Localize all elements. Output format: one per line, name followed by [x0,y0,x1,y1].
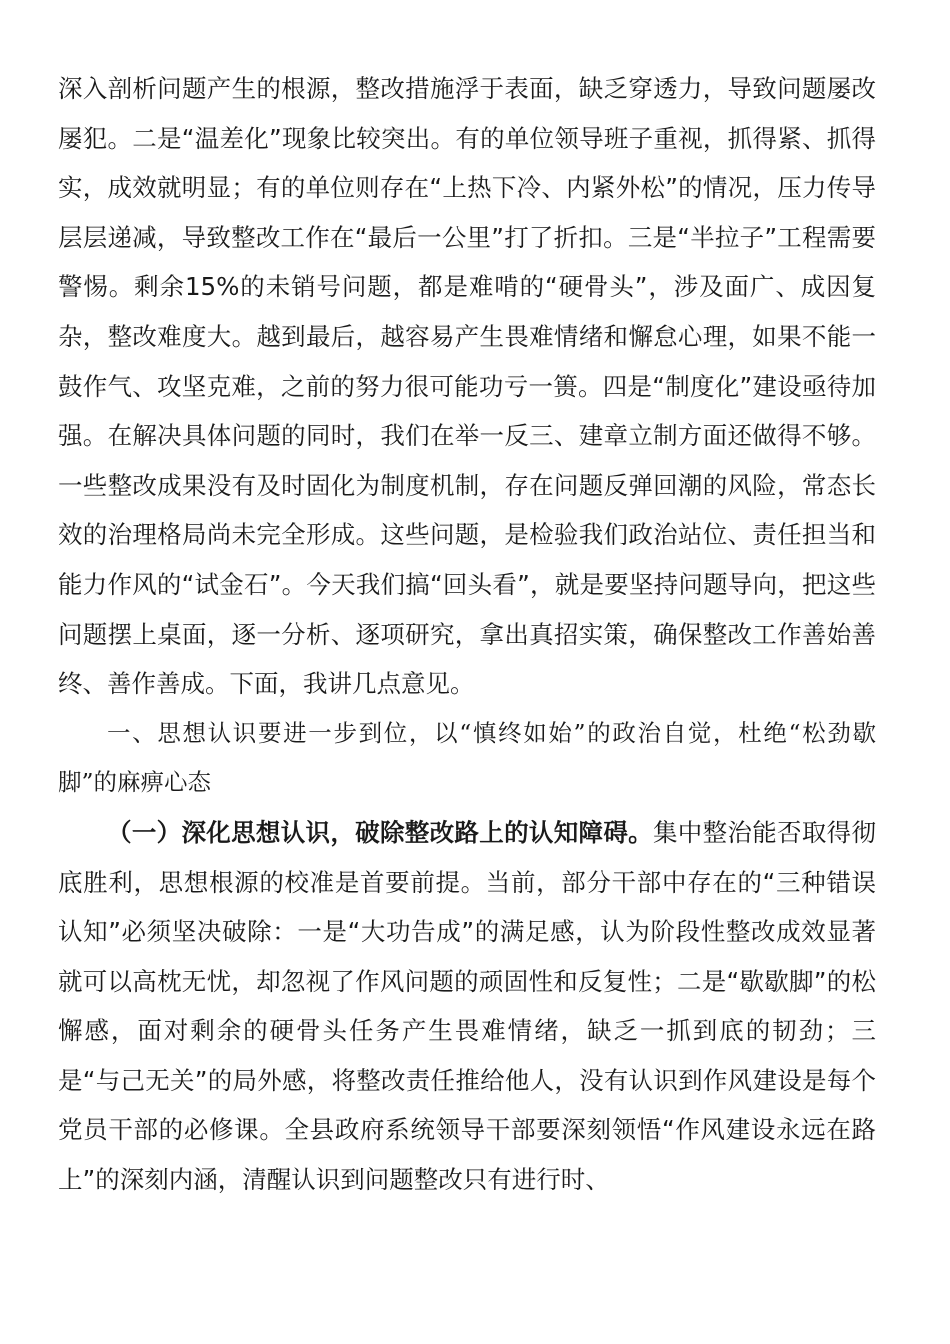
subsection-lead-1: （一）深化思想认识，破除整改路上的认知障碍。 [107,817,653,847]
document-page [58,64,876,1205]
body-paragraph-1: 深入剖析问题产生的根源，整改措施浮于表面，缺乏穿透力，导致问题屡改屡犯。二是“温差化”现象比较突出。有的单位领导班子重视，抓得紧、抓得实，成效就明显；有的单位则存在“上热下冷、内紧外松”的情况，压力传导层层递减，导致整改工作在“最后一公里”打了折扣。三是“半拉子”工程需要警惕。剩余15%的未销号问题，都是难啃的“硬骨头”，涉及面广、成因复杂，整改难度大。越到最后，越容易产生畏难情绪和懈怠心理，如果不能一鼓作气、攻坚克难，之前的努力很可能功亏一篑。四是“制度化”建设亟待加强。在解决具体问题的同时，我们在举一反三、建章立制方面还做得不够。一些整改成果没有及时固化为制度机制，存在问题反弹回潮的风险，常态长效的治理格局尚未完全形成。这些问题，是检验我们政治站位、责任担当和能力作风的“试金石”。今天我们搞“回头看”，就是要坚持问题导向，把这些问题摆上桌面，逐一分析、逐项研究，拿出真招实策，确保整改工作善始善终、善作善成。下面，我讲几点意见。 [58,74,876,699]
body-paragraph-2 [58,808,876,1205]
section-heading-1: 一、思想认识要进一步到位，以“慎终如始”的政治自觉，杜绝“松劲歇脚”的麻痹心态 [58,718,876,797]
subsection-body-1: 集中整治能否取得彻底胜利，思想根源的校准是首要前提。当前，部分干部中存在的“三种错误认知”必须坚决破除：一是“大功告成”的满足感，认为阶段性整改成效显著就可以高枕无忧，却忽视了作风问题的顽固性和反复性；二是“歇歇脚”的松懈感，面对剩余的硬骨头任务产生畏难情绪，缺乏一抓到底的韧劲；三是“与己无关”的局外感，将整改责任推给他人，没有认识到作风建设是每个党员干部的必修课。全县政府系统领导干部要深刻领悟“作风建设永远在路上”的深刻内涵，清醒认识到问题整改只有进行时、 [58,817,877,1195]
